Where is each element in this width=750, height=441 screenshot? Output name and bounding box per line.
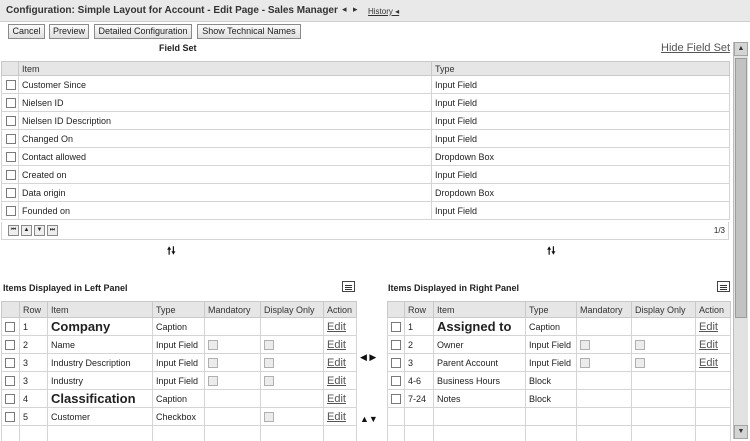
cell-type: Input Field bbox=[526, 354, 577, 372]
edit-link[interactable]: Edit bbox=[327, 338, 346, 351]
right-panel-table bbox=[387, 301, 731, 441]
cell-type: Input Field bbox=[153, 354, 205, 372]
cell-display-only bbox=[632, 372, 696, 390]
cell-type: Input Field bbox=[526, 336, 577, 354]
cell-row: 4-6 bbox=[405, 372, 434, 390]
page-scrollbar[interactable] bbox=[733, 42, 748, 439]
edit-link[interactable]: Edit bbox=[699, 338, 718, 351]
cell-item: Industry bbox=[48, 372, 153, 390]
row-select[interactable] bbox=[2, 76, 19, 94]
cell-action bbox=[324, 408, 357, 426]
cell-item: Contact allowed bbox=[19, 148, 432, 166]
table-row[interactable] bbox=[2, 112, 730, 130]
field-set-table bbox=[1, 61, 730, 220]
row-checkbox[interactable] bbox=[5, 340, 15, 350]
cell-type: Input Field bbox=[153, 372, 205, 390]
cell-display-only bbox=[632, 336, 696, 354]
cell-action bbox=[696, 336, 731, 354]
table-row[interactable] bbox=[2, 202, 730, 220]
table-row[interactable] bbox=[2, 94, 730, 112]
scroll-down-icon[interactable]: ▼ bbox=[734, 425, 748, 439]
table-row[interactable] bbox=[388, 318, 731, 336]
cell-type: Dropdown Box bbox=[432, 148, 730, 166]
row-select[interactable] bbox=[388, 318, 405, 336]
display-only-checkbox[interactable] bbox=[264, 412, 274, 422]
row-checkbox[interactable] bbox=[391, 322, 401, 332]
row-select[interactable] bbox=[2, 202, 19, 220]
empty-row bbox=[2, 426, 357, 441]
cell-item: Customer bbox=[48, 408, 153, 426]
cell-mandatory bbox=[577, 318, 632, 336]
cell-row: 4 bbox=[20, 390, 48, 408]
cell-item: Founded on bbox=[19, 202, 432, 220]
cell-item: Data origin bbox=[19, 184, 432, 202]
edit-link[interactable]: Edit bbox=[699, 320, 718, 333]
row-select[interactable] bbox=[2, 184, 19, 202]
column-header-row: Row bbox=[405, 302, 434, 318]
page-info: 1/3 bbox=[713, 226, 725, 235]
scroll-thumb[interactable] bbox=[735, 58, 747, 318]
column-header-mandatory: Mandatory bbox=[577, 302, 632, 318]
column-header-type: Type bbox=[153, 302, 205, 318]
edit-link[interactable]: Edit bbox=[327, 356, 346, 369]
display-only-checkbox[interactable] bbox=[635, 358, 645, 368]
select-header bbox=[388, 302, 405, 318]
cell-item: Changed On bbox=[19, 130, 432, 148]
cell-item: Business Hours bbox=[434, 372, 526, 390]
row-checkbox[interactable] bbox=[6, 116, 16, 126]
cell-display-only bbox=[632, 390, 696, 408]
table-row[interactable] bbox=[2, 372, 357, 390]
cell-row: 3 bbox=[20, 372, 48, 390]
table-row[interactable] bbox=[2, 336, 357, 354]
row-select[interactable] bbox=[2, 318, 20, 336]
cell-mandatory bbox=[205, 408, 261, 426]
detailed-configuration-button[interactable]: Detailed Configuration bbox=[94, 24, 192, 39]
row-checkbox[interactable] bbox=[391, 358, 401, 368]
row-select[interactable] bbox=[2, 94, 19, 112]
row-checkbox[interactable] bbox=[6, 98, 16, 108]
cell-type: Caption bbox=[526, 318, 577, 336]
title-bar bbox=[0, 0, 750, 22]
select-header bbox=[2, 302, 20, 318]
cell-item: Notes bbox=[434, 390, 526, 408]
cell-row: 3 bbox=[20, 354, 48, 372]
edit-link[interactable]: Edit bbox=[327, 374, 346, 387]
row-select[interactable] bbox=[388, 372, 405, 390]
table-row[interactable] bbox=[388, 372, 731, 390]
panel-settings-icon[interactable] bbox=[717, 281, 730, 292]
cell-mandatory bbox=[577, 390, 632, 408]
cell-action bbox=[324, 390, 357, 408]
hide-field-set-link[interactable]: Hide Field Set bbox=[661, 42, 731, 54]
first-page-icon[interactable]: ⏮ bbox=[8, 225, 19, 236]
table-row[interactable] bbox=[2, 408, 357, 426]
row-checkbox[interactable] bbox=[5, 394, 15, 404]
row-select[interactable] bbox=[388, 354, 405, 372]
cell-mandatory bbox=[205, 372, 261, 390]
previous-page-icon[interactable]: ▲ bbox=[21, 225, 32, 236]
cell-type: Caption bbox=[153, 390, 205, 408]
transfer-arrows-icon[interactable]: ◀ ▶ bbox=[360, 352, 377, 362]
cell-display-only bbox=[261, 318, 324, 336]
cell-mandatory bbox=[205, 336, 261, 354]
display-only-checkbox[interactable] bbox=[635, 340, 645, 350]
cell-item: Classification bbox=[48, 390, 153, 408]
column-header-item: Item bbox=[19, 62, 432, 76]
cell-mandatory bbox=[205, 354, 261, 372]
field-set-title: Field Set bbox=[159, 43, 197, 53]
cell-item: Created on bbox=[19, 166, 432, 184]
cell-display-only bbox=[261, 372, 324, 390]
cell-item: Owner bbox=[434, 336, 526, 354]
cell-item: Customer Since bbox=[19, 76, 432, 94]
table-row[interactable] bbox=[2, 166, 730, 184]
cell-item: Industry Description bbox=[48, 354, 153, 372]
row-select[interactable] bbox=[2, 336, 20, 354]
cell-mandatory bbox=[577, 336, 632, 354]
cell-action bbox=[324, 372, 357, 390]
row-checkbox[interactable] bbox=[6, 134, 16, 144]
left-panel-table bbox=[1, 301, 357, 441]
row-checkbox[interactable] bbox=[5, 412, 15, 422]
cell-action bbox=[696, 372, 731, 390]
cancel-button[interactable]: Cancel bbox=[8, 24, 45, 39]
row-select[interactable] bbox=[2, 112, 19, 130]
cell-action bbox=[696, 318, 731, 336]
column-header-display-only: Display Only bbox=[261, 302, 324, 318]
column-header-type: Type bbox=[432, 62, 730, 76]
cell-type: Caption bbox=[153, 318, 205, 336]
edit-link[interactable]: Edit bbox=[699, 356, 718, 369]
table-row[interactable] bbox=[2, 354, 357, 372]
cell-display-only bbox=[261, 408, 324, 426]
mandatory-checkbox[interactable] bbox=[580, 340, 590, 350]
cell-mandatory bbox=[205, 318, 261, 336]
cell-action bbox=[324, 354, 357, 372]
row-select[interactable] bbox=[2, 408, 20, 426]
cell-item: Company bbox=[48, 318, 153, 336]
cell-row: 5 bbox=[20, 408, 48, 426]
cell-type: Dropdown Box bbox=[432, 184, 730, 202]
cell-type: Block bbox=[526, 372, 577, 390]
cell-type: Input Field bbox=[432, 76, 730, 94]
row-checkbox[interactable] bbox=[5, 376, 15, 386]
row-checkbox[interactable] bbox=[6, 170, 16, 180]
cell-action bbox=[696, 390, 731, 408]
cell-action bbox=[324, 336, 357, 354]
cell-display-only bbox=[632, 354, 696, 372]
column-header-row: Row bbox=[20, 302, 48, 318]
cell-action bbox=[696, 354, 731, 372]
row-checkbox[interactable] bbox=[6, 80, 16, 90]
edit-link[interactable]: Edit bbox=[327, 410, 346, 423]
row-select[interactable] bbox=[2, 354, 20, 372]
display-only-checkbox[interactable] bbox=[264, 376, 274, 386]
right-panel-title: Items Displayed in Right Panel bbox=[388, 283, 520, 293]
show-technical-names-button[interactable]: Show Technical Names bbox=[197, 24, 301, 39]
row-checkbox[interactable] bbox=[5, 358, 15, 368]
table-row[interactable] bbox=[388, 354, 731, 372]
nav-arrows-icon[interactable]: ◂ ▸ bbox=[342, 4, 360, 14]
row-select[interactable] bbox=[2, 148, 19, 166]
row-checkbox[interactable] bbox=[5, 322, 15, 332]
cell-display-only bbox=[261, 354, 324, 372]
page-title: Configuration: Simple Layout for Account - Edit Page - Sales Manager bbox=[6, 5, 338, 16]
cell-type: Input Field bbox=[432, 94, 730, 112]
mandatory-checkbox[interactable] bbox=[208, 358, 218, 368]
cell-item: Parent Account bbox=[434, 354, 526, 372]
table-row[interactable] bbox=[388, 336, 731, 354]
cell-mandatory bbox=[205, 390, 261, 408]
cell-item: Name bbox=[48, 336, 153, 354]
cell-row: 3 bbox=[405, 354, 434, 372]
row-select[interactable] bbox=[2, 166, 19, 184]
cell-row: 1 bbox=[405, 318, 434, 336]
display-only-checkbox[interactable] bbox=[264, 340, 274, 350]
row-checkbox[interactable] bbox=[6, 188, 16, 198]
row-checkbox[interactable] bbox=[391, 340, 401, 350]
preview-button[interactable]: Preview bbox=[49, 24, 89, 39]
column-header-action: Action bbox=[324, 302, 357, 318]
column-header-item: Item bbox=[48, 302, 153, 318]
edit-link[interactable]: Edit bbox=[327, 320, 346, 333]
table-row[interactable] bbox=[2, 148, 730, 166]
cell-display-only bbox=[261, 390, 324, 408]
row-checkbox[interactable] bbox=[391, 376, 401, 386]
next-page-icon[interactable]: ▼ bbox=[34, 225, 45, 236]
move-left-arrows-icon[interactable]: 🠕🠗 bbox=[167, 246, 176, 257]
table-row[interactable] bbox=[2, 130, 730, 148]
panel-settings-icon[interactable] bbox=[342, 281, 355, 292]
last-page-icon[interactable]: ⏭ bbox=[47, 225, 58, 236]
column-header-item: Item bbox=[434, 302, 526, 318]
row-select[interactable] bbox=[2, 372, 20, 390]
cell-item: Assigned to bbox=[434, 318, 526, 336]
table-row[interactable] bbox=[2, 318, 357, 336]
field-set-pager bbox=[1, 222, 729, 240]
cell-type: Checkbox bbox=[153, 408, 205, 426]
cell-type: Input Field bbox=[153, 336, 205, 354]
cell-action bbox=[324, 318, 357, 336]
cell-mandatory bbox=[577, 354, 632, 372]
cell-type: Block bbox=[526, 390, 577, 408]
row-select[interactable] bbox=[388, 390, 405, 408]
table-row[interactable] bbox=[2, 76, 730, 94]
cell-item: Nielsen ID Description bbox=[19, 112, 432, 130]
row-checkbox[interactable] bbox=[6, 152, 16, 162]
left-panel-title: Items Displayed in Left Panel bbox=[3, 283, 128, 293]
row-checkbox[interactable] bbox=[391, 394, 401, 404]
cell-row: 2 bbox=[405, 336, 434, 354]
cell-type: Input Field bbox=[432, 130, 730, 148]
cell-row: 2 bbox=[20, 336, 48, 354]
cell-row: 1 bbox=[20, 318, 48, 336]
column-header-type: Type bbox=[526, 302, 577, 318]
empty-row bbox=[388, 408, 731, 426]
mandatory-checkbox[interactable] bbox=[580, 358, 590, 368]
column-header-mandatory: Mandatory bbox=[205, 302, 261, 318]
cell-type: Input Field bbox=[432, 112, 730, 130]
cell-type: Input Field bbox=[432, 202, 730, 220]
scroll-up-icon[interactable]: ▲ bbox=[734, 42, 748, 56]
row-select[interactable] bbox=[2, 130, 19, 148]
edit-link[interactable]: Edit bbox=[327, 392, 346, 405]
cell-mandatory bbox=[577, 372, 632, 390]
row-checkbox[interactable] bbox=[6, 206, 16, 216]
mandatory-checkbox[interactable] bbox=[208, 340, 218, 350]
table-row[interactable] bbox=[388, 390, 731, 408]
column-header-display-only: Display Only bbox=[632, 302, 696, 318]
display-only-checkbox[interactable] bbox=[264, 358, 274, 368]
cell-row: 7-24 bbox=[405, 390, 434, 408]
toolbar bbox=[0, 23, 750, 40]
cell-item: Nielsen ID bbox=[19, 94, 432, 112]
select-all-header bbox=[2, 62, 19, 76]
move-right-arrows-icon[interactable]: 🠕🠗 bbox=[547, 246, 556, 257]
table-row[interactable] bbox=[2, 390, 357, 408]
cell-display-only bbox=[261, 336, 324, 354]
table-row[interactable] bbox=[2, 184, 730, 202]
column-header-action: Action bbox=[696, 302, 731, 318]
row-select[interactable] bbox=[2, 390, 20, 408]
cell-display-only bbox=[632, 318, 696, 336]
row-select[interactable] bbox=[388, 336, 405, 354]
reorder-arrows-icon[interactable]: ▲▼ bbox=[360, 414, 378, 424]
mandatory-checkbox[interactable] bbox=[208, 376, 218, 386]
empty-row bbox=[388, 426, 731, 441]
cell-type: Input Field bbox=[432, 166, 730, 184]
history-link[interactable]: History ◂ bbox=[368, 7, 400, 16]
